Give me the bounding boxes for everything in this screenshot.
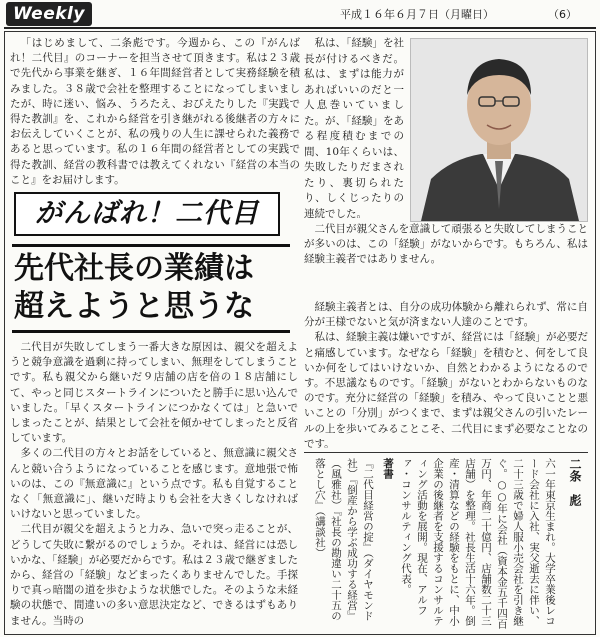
page-number: （6）: [548, 8, 577, 21]
right-mid-column: [304, 222, 588, 298]
left-lower-paragraph: 二代目が親父を超えようと力み、急いで突っ走ることが、どうして失敗に繋がるのでしょうか。それは、経営には恐しいかな、「経験」が必要だからです。私は２３歳で継ぎましたから、経営の「経験」などまったくありませんでした。手探りで真っ暗闇の道を歩むような状態でした。そのような未経験の状態で、間違いの多い意思決定など、できるはずもありません。当時の: [10, 523, 298, 627]
header-rule: [4, 27, 596, 29]
left-lower-paragraph: 二代目が失敗してしまう一番大きな原因は、親父を超えようと競争意識を過剰に持ってしまい、無理をしてしまうことです。私も親父から継いだ９店舗の店を倍の１８店舗にして、やっと同じスタートラインについたと勝手に思い込んでいました。「早くスタートラインにつかなくては」と急いでしまったことが、結果として会社を傾かせてしまったと反省しています。: [10, 341, 298, 445]
intro-text: 「はじめまして、二条彪です。今週から、この『がんばれ！二代目』のコーナーを担当させて頂きます。私は２３歳で先代から事業を継ぎ、１６年間経営者として実務経験を積みました。３８歳で会社を整理することになってしまいましたが、時に迷い、悩み、うろたえ、おびえたりした『実践で得た教訓』を、これから経営を引き継がれる後継者の方々にお伝えしていくことが、私の残りの人生に課せられた義務であると思っています。私の１６年間の経営者としての実践で得た教訓、経営の教科書では教えてくれない『経営の本当のこと』をお届けします。: [10, 37, 300, 186]
headline-line-1: 先代社長の業績は: [14, 251, 254, 286]
issue-date: 平成１６年６月７日（月曜日）: [340, 8, 494, 21]
right-upper-column: [304, 36, 404, 218]
profile-name: 二条 彪: [568, 458, 582, 506]
portrait-image: [411, 39, 587, 221]
article-headline: [14, 250, 286, 326]
right-mid-text: 二代目が親父さんを意識して頑張ると失敗してしまうことが多いのは、この「経験」がないからです。もちろん、私は経験主義者ではありません。: [304, 223, 588, 266]
author-photo: [410, 38, 588, 222]
right-lower-paragraph: 私は、経験主義は嫌いですが、経営には「経験」が必要だと痛感しています。なぜなら「経験」を積むと、何をして良いか何をしてはいけないか、自然とわかるようになるのです。不思議なものです。「経験」がないとわからないものなのです。充分に経営の「経験」を積み、やって良いことと悪いことの「分別」がつくまで、まずは親父さんの引いたレールの上を歩いてみることこそ、二代目にまず必要なことなのです。: [304, 331, 588, 448]
headline-line-2: 超えようと思うな: [14, 289, 254, 324]
series-banner: がんばれ！二代目: [14, 192, 280, 236]
headline-rule-bottom: [12, 330, 290, 333]
profile-bio: 六一年東京生まれ。大学卒業後レコード会社に入社、実父逝去に伴い、二十三歳で婦人服小売会社を引き継ぐ。○○年に会社（資本金五千四百万円、年商二十億円、店舗数二十三店舗）を整理。社長生活十六年。倒産・清算などの経験をもとに、中小企業の後継者を支援するコンサルティング活動を展開。現在、アルファ・コンサルティング代表。: [400, 458, 556, 629]
logo-text: Weekly: [13, 4, 85, 24]
profile-rule: [304, 452, 588, 453]
headline-rule-top: [12, 244, 290, 247]
books-label: 著書: [382, 458, 394, 479]
weekly-logo: [6, 2, 92, 26]
right-lower-column: [304, 300, 588, 448]
books-list: 『二代目経営の掟』（ダイヤモンド社）『倒産から学ぶ成功する経営』（風雅社）『社長の勘違い二十五の落とし穴』（講談社）: [314, 458, 374, 621]
intro-paragraph: [10, 36, 300, 186]
right-upper-text: 私は、「経験」を社長が付けるべきだ。私は、まずは能力があればいいのだと一人息巻いていました。が、「経験」をある程度積むまでの間、10年くらいは、失敗したりだまされたり、裏切られたり、しくじったりの連続でした。: [304, 37, 404, 218]
right-lower-paragraph: 経験主義者とは、自分の成功体験から離れられず、常に自分が王様でないと気が済まない人達のことです。: [304, 301, 588, 329]
left-lower-column: [10, 340, 298, 630]
left-lower-paragraph: 多くの二代目の方々とお話をしていると、無意識に親父さんと競い合うようになっていることを感じます。意地張で怖いのは、この『無意識に』という点です。私も自覚することなく「無意識に」、継いだ時よりも会社を大きくしなければいけないと思っていました。: [10, 447, 298, 521]
